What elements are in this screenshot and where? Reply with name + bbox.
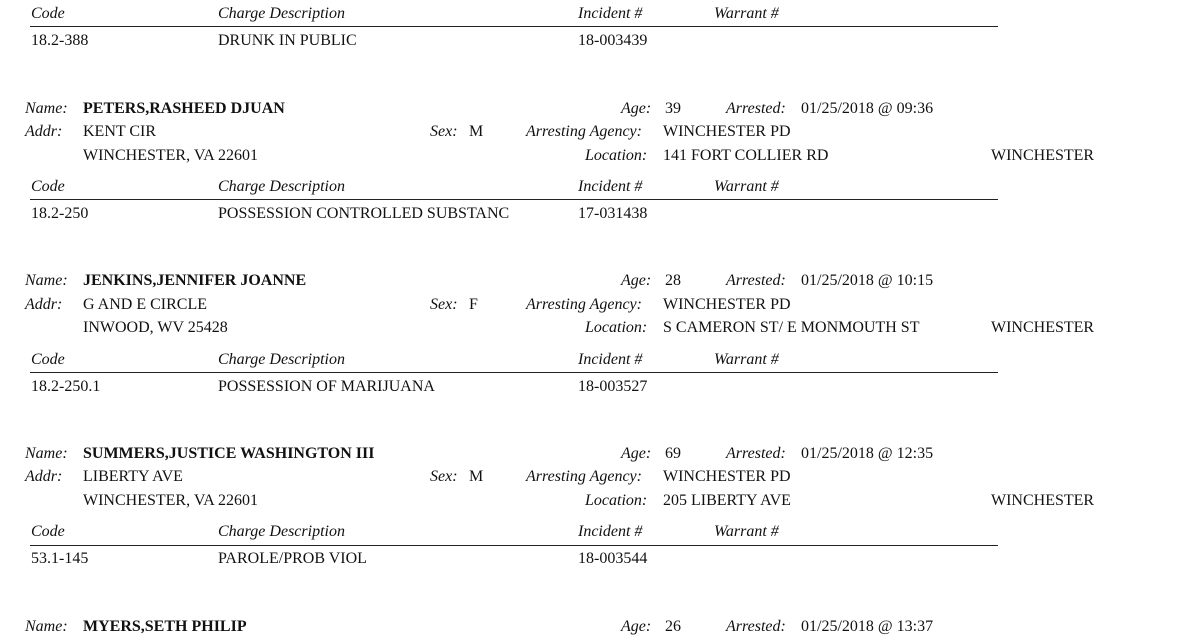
arrested-value: 01/25/2018 @ 13:37 — [801, 618, 934, 635]
arrested-value: 01/25/2018 @ 09:36 — [801, 100, 934, 117]
sex-value: F — [469, 296, 478, 313]
name-label: Name: — [25, 100, 68, 117]
arrested-label: Arrested: — [726, 618, 786, 635]
incident-header: Incident # — [578, 351, 643, 368]
charge-code: 53.1-145 — [31, 550, 89, 567]
header-rule — [30, 26, 998, 27]
location-value: 205 LIBERTY AVE — [663, 492, 791, 509]
incident-header: Incident # — [578, 523, 643, 540]
addr-line2: WINCHESTER, VA 22601 — [83, 492, 258, 509]
location-value: S CAMERON ST/ E MONMOUTH ST — [663, 319, 920, 336]
age-label: Age: — [621, 272, 652, 289]
header-rule — [30, 545, 998, 546]
sex-label: Sex: — [430, 296, 458, 313]
arresting-agency-label: Arresting Agency: — [526, 296, 642, 313]
charge-code: 18.2-388 — [31, 32, 89, 49]
age-label: Age: — [621, 618, 652, 635]
code-header: Code — [31, 351, 65, 368]
arrested-label: Arrested: — [726, 445, 786, 462]
charge-description-header: Charge Description — [218, 178, 345, 195]
code-header: Code — [31, 5, 65, 22]
age-label: Age: — [621, 445, 652, 462]
charge-description: POSSESSION OF MARIJUANA — [218, 378, 435, 395]
arresting-agency-value: WINCHESTER PD — [663, 123, 791, 140]
name-label: Name: — [25, 445, 68, 462]
jurisdiction: WINCHESTER — [991, 492, 1095, 509]
sex-value: M — [469, 123, 484, 140]
age-value: 69 — [665, 445, 681, 462]
warrant-header: Warrant # — [714, 523, 779, 540]
charge-incident: 18-003544 — [578, 550, 648, 567]
name-label: Name: — [25, 272, 68, 289]
charge-incident: 18-003439 — [578, 32, 648, 49]
incident-header: Incident # — [578, 178, 643, 195]
arrestee-name: PETERS,RASHEED DJUAN — [83, 100, 285, 117]
header-rule — [30, 199, 998, 200]
addr-label: Addr: — [25, 468, 63, 485]
arrestee-name: JENKINS,JENNIFER JOANNE — [83, 272, 307, 289]
charge-description: POSSESSION CONTROLLED SUBSTANC — [218, 205, 510, 222]
charge-description-header: Charge Description — [218, 523, 345, 540]
addr-line1: LIBERTY AVE — [83, 468, 183, 485]
arresting-agency-label: Arresting Agency: — [526, 468, 642, 485]
code-header: Code — [31, 178, 65, 195]
sex-label: Sex: — [430, 468, 458, 485]
warrant-header: Warrant # — [714, 5, 779, 22]
charge-description-header: Charge Description — [218, 351, 345, 368]
warrant-header: Warrant # — [714, 351, 779, 368]
name-label: Name: — [25, 618, 68, 635]
charge-code: 18.2-250.1 — [31, 378, 101, 395]
arresting-agency-label: Arresting Agency: — [526, 123, 642, 140]
location-label: Location: — [585, 319, 648, 336]
arrestee-name: MYERS,SETH PHILIP — [83, 618, 247, 635]
code-header: Code — [31, 523, 65, 540]
sex-label: Sex: — [430, 123, 458, 140]
arrested-label: Arrested: — [726, 272, 786, 289]
incident-header: Incident # — [578, 5, 643, 22]
header-rule — [30, 372, 998, 373]
sex-value: M — [469, 468, 484, 485]
age-value: 28 — [665, 272, 681, 289]
location-label: Location: — [585, 147, 648, 164]
location-value: 141 FORT COLLIER RD — [663, 147, 829, 164]
addr-line1: G AND E CIRCLE — [83, 296, 207, 313]
arrestee-name: SUMMERS,JUSTICE WASHINGTON III — [83, 445, 375, 462]
arrested-value: 01/25/2018 @ 12:35 — [801, 445, 934, 462]
age-value: 26 — [665, 618, 681, 635]
jurisdiction: WINCHESTER — [991, 319, 1095, 336]
charge-description: PAROLE/PROB VIOL — [218, 550, 367, 567]
addr-label: Addr: — [25, 296, 63, 313]
arresting-agency-value: WINCHESTER PD — [663, 296, 791, 313]
age-label: Age: — [621, 100, 652, 117]
charge-description-header: Charge Description — [218, 5, 345, 22]
warrant-header: Warrant # — [714, 178, 779, 195]
charge-code: 18.2-250 — [31, 205, 89, 222]
charge-description: DRUNK IN PUBLIC — [218, 32, 357, 49]
addr-line1: KENT CIR — [83, 123, 157, 140]
arrested-label: Arrested: — [726, 100, 786, 117]
age-value: 39 — [665, 100, 681, 117]
jurisdiction: WINCHESTER — [991, 147, 1095, 164]
addr-line2: WINCHESTER, VA 22601 — [83, 147, 258, 164]
arrested-value: 01/25/2018 @ 10:15 — [801, 272, 934, 289]
addr-label: Addr: — [25, 123, 63, 140]
addr-line2: INWOOD, WV 25428 — [83, 319, 228, 336]
location-label: Location: — [585, 492, 648, 509]
charge-incident: 17-031438 — [578, 205, 648, 222]
arresting-agency-value: WINCHESTER PD — [663, 468, 791, 485]
charge-incident: 18-003527 — [578, 378, 648, 395]
